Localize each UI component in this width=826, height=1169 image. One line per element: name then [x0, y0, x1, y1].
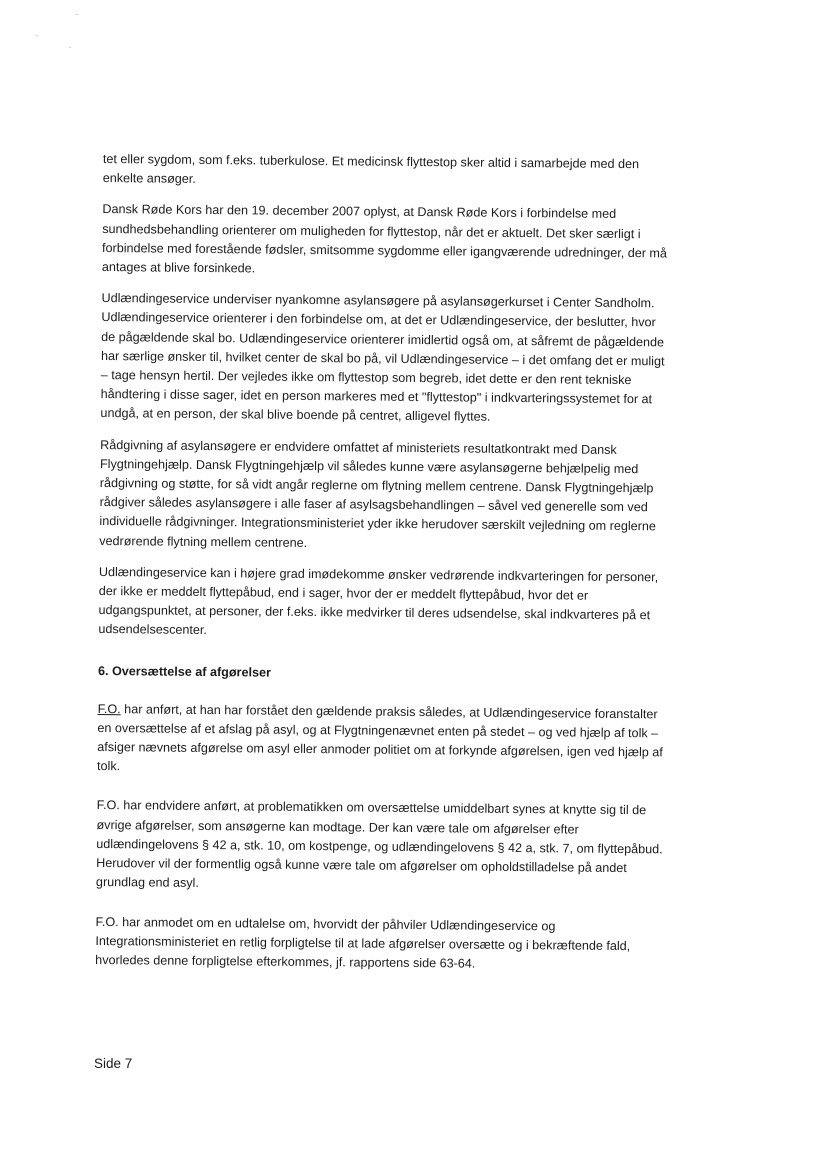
- paragraph-red-cross: Dansk Røde Kors har den 19. december 2007 oplyst, at Dansk Røde Kors i forbindelse med sundhedsbehandling orienterer om muligheden for flyttestop, når det er aktuelt. Det sker særligt i forbindelse med forestående fødsler, smitsomme sygdomme eller igangværende udredninger, der må antages at blive forsinkede.: [101, 202, 668, 276]
- paragraph-medical-stop: tet eller sygdom, som f.eks. tuberkulose. Et medicinsk flyttestop sker altid i samarbejde med den enkelte ansøger.: [102, 151, 640, 187]
- fo-abbreviation: F.O.: [97, 701, 121, 716]
- paragraph-counselling: Rådgivning af asylansøgere er endvidere omfattet af ministeriets resultatkontrakt med Dansk Flygtningehjælp. Dansk Flygtningehjælp vil således kunne være asylansøgerne behjælpelig med rådgivning og støtte, for så vidt angår reglerne om flytning mellem centrene. Dansk Flygtningehjælp rådgiver således asylansøgere i alle faser af asylsagsbehandlingen – såvel ved generelle som ved individuelle rådgivninger. Integrationsministeriet yder ikke herudover særskilt vejledning om reglerne vedrørende flytning mellem centrene.: [99, 437, 656, 550]
- paragraph-immigration-service: Udlændingeservice underviser nyankomne asylansøgere på asylansøgerkurset i Center Sandholm. Udlændingeservice orienterer i den forbindelse om, at det er Udlændingeservice, der beslutter, hvor de pågældende skal bo. Udlændingeservice orienterer imidlertid også om, at såfremt de pågældende har særlige ønsker til, hvilket center de skal bo på, vil Udlændingeservice – i det omfang det er muligt – tage hensyn hertil. Der vejledes ikke om flyttestop som begreb, idet dette er den rent tekniske håndtering i disse sager, idet en person markeres med et "flyttestop" i indkvarteringssystemet for at undgå, at en person, der skal blive boende på centret, alligevel flyttes.: [100, 291, 665, 425]
- scan-speck: [36, 35, 38, 36]
- page-number: Side 7: [94, 1056, 133, 1071]
- paragraph-other-decisions: F.O. har endvidere anført, at problematikken om oversættelse umiddelbart synes at knytte sig til de øvrige afgørelser, som ansøgerne kan modtage. Der kan være tale om afgørelser efter udlændingelovens § 42 a, stk. 10, om kostpenge, og udlændingelovens § 42 a, stk. 7, om flyttepåbud. Herudover vil der formentlig også kunne være tale om afgørelser om opholdstilladelse på andet grundlag end asyl.: [95, 798, 663, 891]
- section-heading: 6. Oversættelse af afgørelser: [97, 663, 271, 680]
- paragraph-relocation-orders: Udlændingeservice kan i højere grad imødekomme ønsker vedrørende indkvarteringen for personer, der ikke er meddelt flyttepåbud, end i sager, hvor der er meddelt flyttepåbud, hvor det er udgangspunktet, at personer, der f.eks. ikke medvirker til deres udsendelse, skal indkvarteres på et udsendelsescenter.: [98, 564, 659, 638]
- scan-speck: [69, 47, 71, 48]
- scan-speck: [76, 14, 78, 15]
- paragraph-request-statement: F.O. har anmodet om en udtalelse om, hvorvidt der påhviler Udlændingeservice og Integrationsministeriet en retlig forpligtelse til at lade afgørelser oversætte og i bekræftende fald, hvorledes denne forpligtelse efterkommes, jf. rapportens side 63-64.: [95, 914, 631, 971]
- paragraph-translation-practice-text: har anført, at han har forstået den gældende praksis således, at Udlændingeservice foranstalter en oversættelse af et afslag på asyl, og at Flygtningenævnet enten på stedet – og ved hjælp af tolk – afsiger nævnets afgørelse om asyl eller anmoder politiet om at forkynde afgørelsen, igen ved hjælp af tolk.: [97, 701, 663, 774]
- paragraph-translation-practice: [97, 700, 666, 782]
- body-text: [95, 150, 671, 988]
